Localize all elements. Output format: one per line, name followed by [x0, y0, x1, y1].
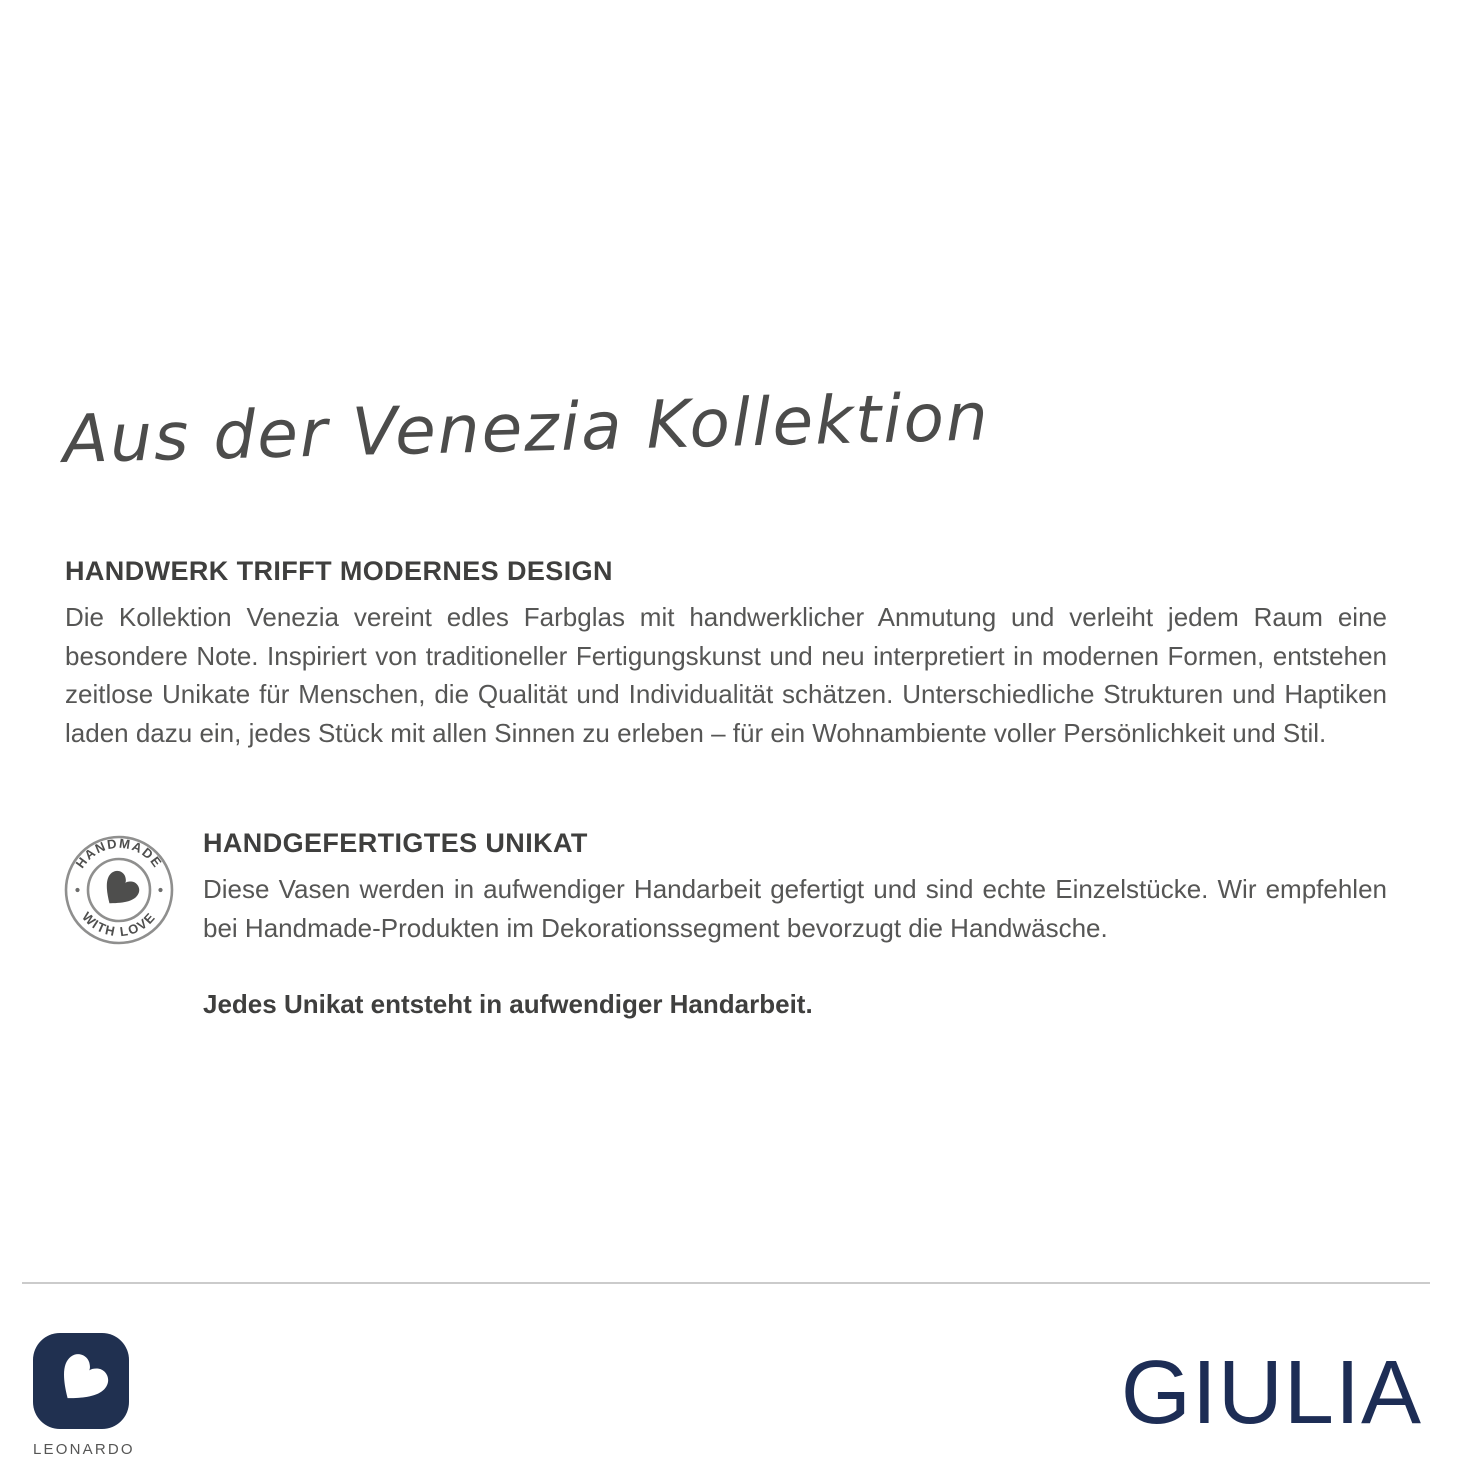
section-handwerk [65, 556, 1387, 752]
handmade-with-love-badge [63, 834, 175, 946]
unikat-note-text: Jedes Unikat entsteht in aufwendiger Handarbeit. [203, 989, 813, 1019]
badge-top-text: HANDMADE [72, 835, 166, 871]
collection-title: Aus der Venezia Kollektion [62, 378, 991, 478]
leonardo-logo [33, 1333, 129, 1429]
badge-left-dot [75, 888, 79, 892]
handwerk-heading: HANDWERK TRIFFT MODERNES DESIGN [65, 556, 613, 586]
unikat-body-text: Diese Vasen werden in aufwendiger Handarbeit gefertigt und sind echte Einzelstücke. Wir empfehlen bei Handmade-Produkten im Dekorationssegment bevorzugt die Handwäsche. [203, 874, 1387, 943]
product-name: GIULIA [1120, 1343, 1422, 1443]
unikat-heading: HANDGEFERTIGTES UNIKAT [203, 828, 588, 858]
badge-right-dot [158, 888, 162, 892]
footer-divider [22, 1282, 1430, 1284]
brand-name-label: LEONARDO [33, 1441, 135, 1458]
handwerk-body-text: Die Kollektion Venezia vereint edles Farbglas mit handwerklicher Anmutung und verleiht jedem Raum eine besondere Note. Inspiriert von traditioneller Fertigungskunst und neu interpretiert in modernen Formen, entstehen zeitlose Unikate für Menschen, die Qualität und Individualität schätzen. Unterschiedliche Strukturen und Haptiken laden dazu ein, jedes Stück mit allen Sinnen zu erleben – für ein Wohnambiente voller Persönlichkeit und Stil. [65, 602, 1387, 748]
section-unikat [63, 828, 1387, 1024]
badge-bottom-text: WITH LOVE [79, 908, 159, 940]
handmade-badge-stamp [63, 834, 175, 946]
leonardo-heart-logo-icon [49, 1350, 113, 1412]
leonardo-brand-block [33, 1333, 135, 1458]
heart-icon [96, 867, 143, 913]
unikat-text-block [203, 828, 1387, 1024]
